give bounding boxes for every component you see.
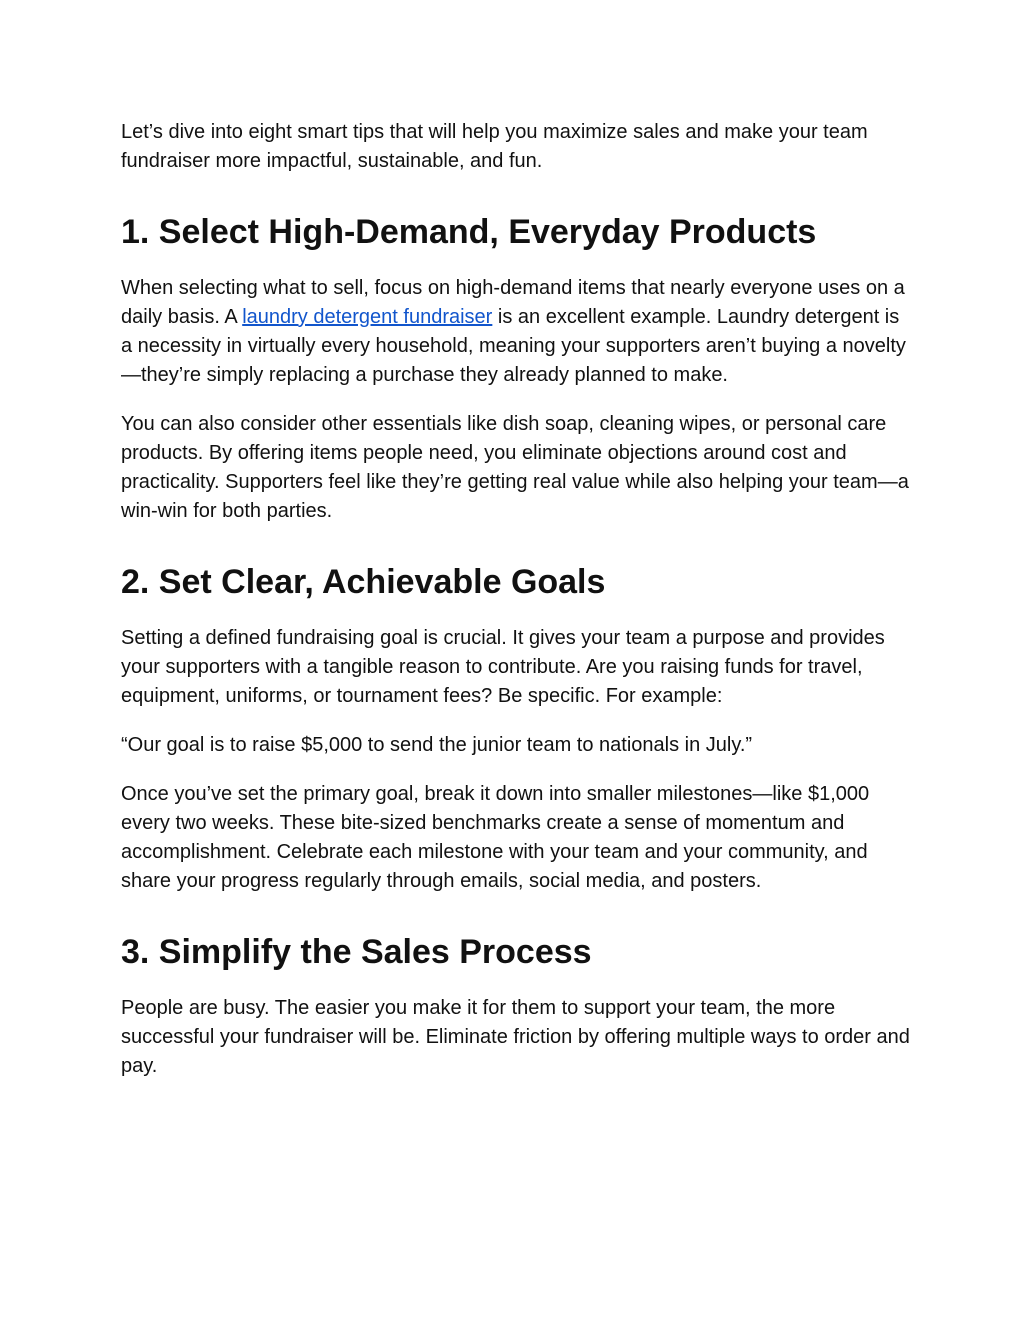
section-1-paragraph-1: [121, 274, 911, 390]
intro-paragraph: Let’s dive into eight smart tips that will help you maximize sales and make your team fundraiser more impactful, sustainable, and fun.: [121, 121, 868, 172]
section-3-paragraph-1: People are busy. The easier you make it for them to support your team, the more successful your fundraiser will be. Eliminate friction by offering multiple ways to order and pay.: [121, 997, 910, 1077]
section-1-paragraph-2: You can also consider other essentials like dish soap, cleaning wipes, or personal care products. By offering items people need, you eliminate objections around cost and practicality. Supporters feel like they’re getting real value while also helping your team—a win-win for both parties.: [121, 413, 909, 522]
section-heading-1: 1. Select High-Demand, Everyday Products: [121, 213, 817, 251]
section-heading-3: 3. Simplify the Sales Process: [121, 933, 592, 971]
laundry-detergent-fundraiser-link[interactable]: laundry detergent fundraiser: [242, 306, 493, 328]
document-page: [121, 118, 911, 1081]
section-2-paragraph-2: Once you’ve set the primary goal, break it down into smaller milestones—like $1,000 every two weeks. These bite-sized benchmarks create a sense of momentum and accomplishment. Celebrate each milestone with your team and your community, and share your progress regularly through emails, social media, and posters.: [121, 783, 870, 892]
section-2-quote: “Our goal is to raise $5,000 to send the junior team to nationals in July.”: [121, 734, 753, 756]
section-1-text-after-link: is an excellent example. Laundry detergent is a necessity in virtually every household, meaning your supporters aren’t buying a novelty—they’re simply replacing a purchase they already planned to make.: [121, 306, 906, 386]
section-heading-2: 2. Set Clear, Achievable Goals: [121, 563, 606, 601]
section-1-text-before-link: When selecting what to sell, focus on high-demand items that nearly everyone uses on a daily basis. A: [121, 277, 905, 328]
section-2-paragraph-1: Setting a defined fundraising goal is crucial. It gives your team a purpose and provides your supporters with a tangible reason to contribute. Are you raising funds for travel, equipment, uniforms, or tournament fees? Be specific. For example:: [121, 627, 885, 707]
